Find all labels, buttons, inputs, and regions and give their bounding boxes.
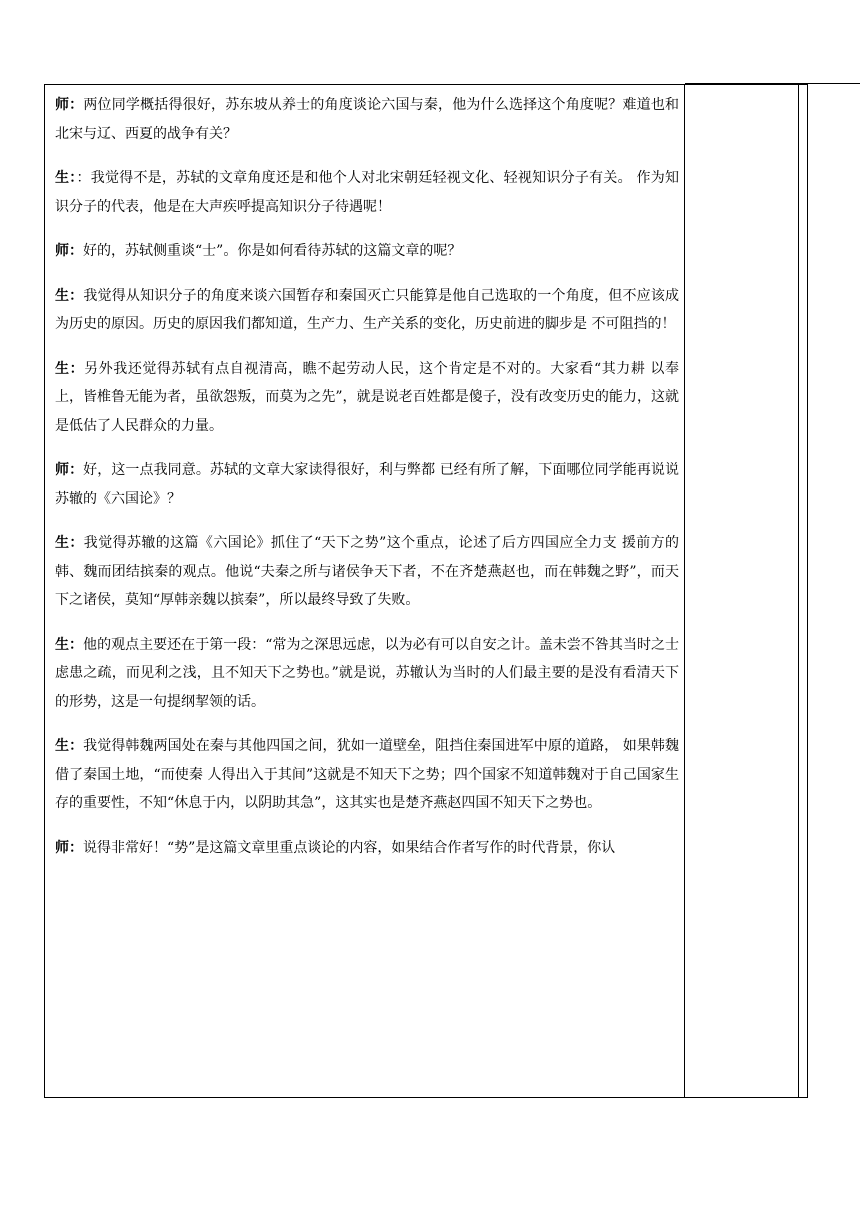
speaker-label: 生：: [55, 636, 84, 653]
speaker-label: 师：: [55, 243, 83, 259]
dialogue-paragraph: [55, 355, 679, 441]
dialogue-paragraph: [55, 631, 679, 717]
speaker-label: 师：: [55, 462, 84, 478]
dialogue-content: [55, 91, 679, 878]
paragraph-text: 两位同学概括得很好，苏东坡从养士的角度谈论六国与秦，他为什么选择这个角度呢？难道也和北宋与辽、西夏的战争有关？: [55, 97, 680, 142]
paragraph-text: 另外我还觉得苏轼有点自视清高，瞧不起劳动人民，这个肯定是不对的。大家看“其力耕 以奉上，皆椎鲁无能为者，虽欲怨叛，而莫为之先”，就是说老百姓都是傻子，没有改变历史的能力，这就是低估了人民群众的力量。: [55, 360, 680, 434]
paragraph-text: 我觉得韩魏两国处在秦与其他四国之间，犹如一道壁垒，阻挡住秦国进军中原的道路， 如果韩魏借了秦国土地，“而使秦 人得出入于其间”这就是不知天下之势；四个国家不知道韩魏对于自己国家生存的重要性，不知“休息于内，以阴助其急”，这其实也是楚齐燕赵四国不知天下之势也。: [55, 738, 680, 811]
dialogue-paragraph: [55, 529, 679, 615]
dialogue-paragraph: [55, 237, 679, 266]
paragraph-text: 我觉得苏辙的这篇《六国论》抓住了“天下之势”这个重点，论述了后方四国应全力支 援前方的韩、魏而团结摈秦的观点。他说“夫秦之所与诸侯争天下者，不在齐楚燕赵也，而在韩魏之野”，而天下之诸侯，莫知“厚韩亲魏以摈秦”，所以最终导致了失败。: [55, 535, 680, 608]
lesson-table: [44, 84, 808, 1098]
dialogue-paragraph: [55, 834, 679, 863]
speaker-label: 师：: [55, 97, 84, 113]
dialogue-paragraph: [55, 732, 679, 818]
dialogue-paragraph: [55, 456, 679, 513]
paragraph-text: 好的，苏轼侧重谈“士”。你是如何看待苏轼的这篇文章的呢？: [83, 243, 462, 259]
speaker-label: 生：: [55, 738, 84, 754]
dialogue-paragraph: [55, 91, 679, 148]
margin-column: [799, 85, 809, 1097]
dialogue-paragraph: [55, 282, 679, 339]
speaker-label: 生：: [55, 170, 77, 186]
paragraph-text: 我觉得从知识分子的角度来谈六国暂存和秦国灭亡只能算是他自己选取的一个角度，但不应该成为历史的原因。历史的原因我们都知道，生产力、生产关系的变化，历史前进的脚步是 不可阻挡的！: [55, 287, 680, 332]
speaker-label: 生：: [55, 287, 84, 304]
paragraph-text: ：我觉得不是，苏轼的文章角度还是和他个人对北宋朝廷轻视文化、轻视知识分子有关。 作为知识分子的代表，他是在大声疾呼提高知识分子待遇呢！: [55, 170, 679, 215]
speaker-label: 生：: [55, 535, 84, 551]
paragraph-text: 说得非常好！“势”是这篇文章里重点谈论的内容，如果结合作者写作的时代背景，你认: [83, 839, 616, 856]
paragraph-text: 他的观点主要还在于第一段：“常为之深思远虑，以为必有可以自安之计。盖未尝不咎其当时之士虑患之疏，而见利之浅，且不知天下之势也。”就是说，苏辙认为当时的人们最主要的是没有看清天下的形势，这是一句提纲挈领的话。: [55, 636, 680, 710]
notes-column: [685, 85, 799, 1097]
dialogue-paragraph: [55, 164, 679, 221]
speaker-label: 生：: [55, 360, 85, 377]
paragraph-text: 好，这一点我同意。苏轼的文章大家读得很好，利与弊都 已经有所了解，下面哪位同学能再说说苏辙的《六国论》？: [55, 462, 680, 507]
speaker-label: 师：: [55, 839, 83, 856]
dialogue-column: [45, 85, 685, 1097]
